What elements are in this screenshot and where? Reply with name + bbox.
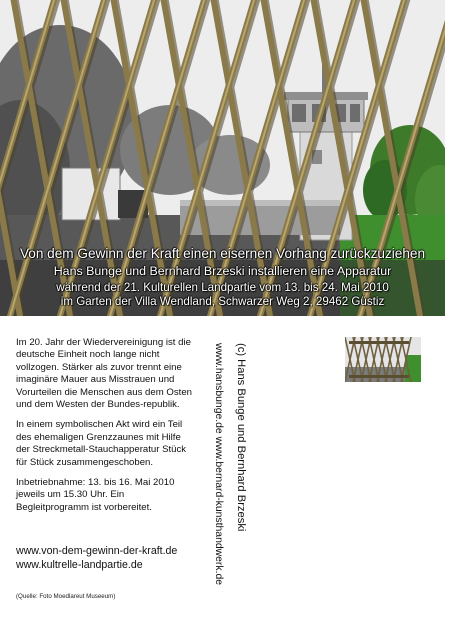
description-column <box>16 337 196 522</box>
paragraph-dates: Inbetriebnahme: 13. bis 16. Mai 2010 jeweils um 15.30 Uhr. Ein Begleitprogramm ist vorbereitet. <box>16 477 175 513</box>
thumbnail-image <box>345 337 421 382</box>
paragraph-act: In einem symbolischen Akt wird ein Teil des ehemaligen Grenzzaunes mit Hilfe der Streckmetall-Stauchapperatur Stück für Stück zusammengeschoben. <box>16 419 187 468</box>
banner-title: Von dem Gewinn der Kraft einen eisernen Vorhang zurückzuziehen <box>19 246 426 261</box>
link-gewinn-der-kraft[interactable]: www.von-dem-gewinn-der-kraft.de <box>16 545 178 557</box>
artist-websites: www.hansbunge.de www.bernard-kunsthandwerk.de <box>213 343 224 586</box>
copyright-text: (c) Hans Bunge und Bernhard Brzeski <box>235 343 247 532</box>
link-kulturelle-landpartie[interactable]: www.kultrelle-landpartie.de <box>16 558 143 571</box>
banner-dates: während der 21. Kulturellen Landpartie vom 13. bis 24. Mai 2010 <box>56 281 389 294</box>
paragraph-intro: Im 20. Jahr der Wiedervereinigung ist die deutsche Einheit noch lange nicht vollzogen. Stärker als zuvor trennt eine imaginäre Mauer aus Misstrauen und Vorurteilen die Menschen aus dem Osten und dem Westen der Bundes-republik. <box>16 337 192 411</box>
banner-subtitle: Hans Bunge und Bernhard Brzeski installieren eine Apparatur <box>53 264 392 278</box>
banner-place: im Garten der Villa Wendland, Schwarzer Weg 2, 29462 Güstiz <box>60 295 385 308</box>
photo-credit: (Quelle: Foto Moedlareut Museeum) <box>16 593 116 600</box>
apparatus-thumbnail <box>345 337 421 382</box>
fence-photo <box>0 0 445 316</box>
vertical-credits <box>212 343 264 605</box>
website-links <box>16 545 177 572</box>
